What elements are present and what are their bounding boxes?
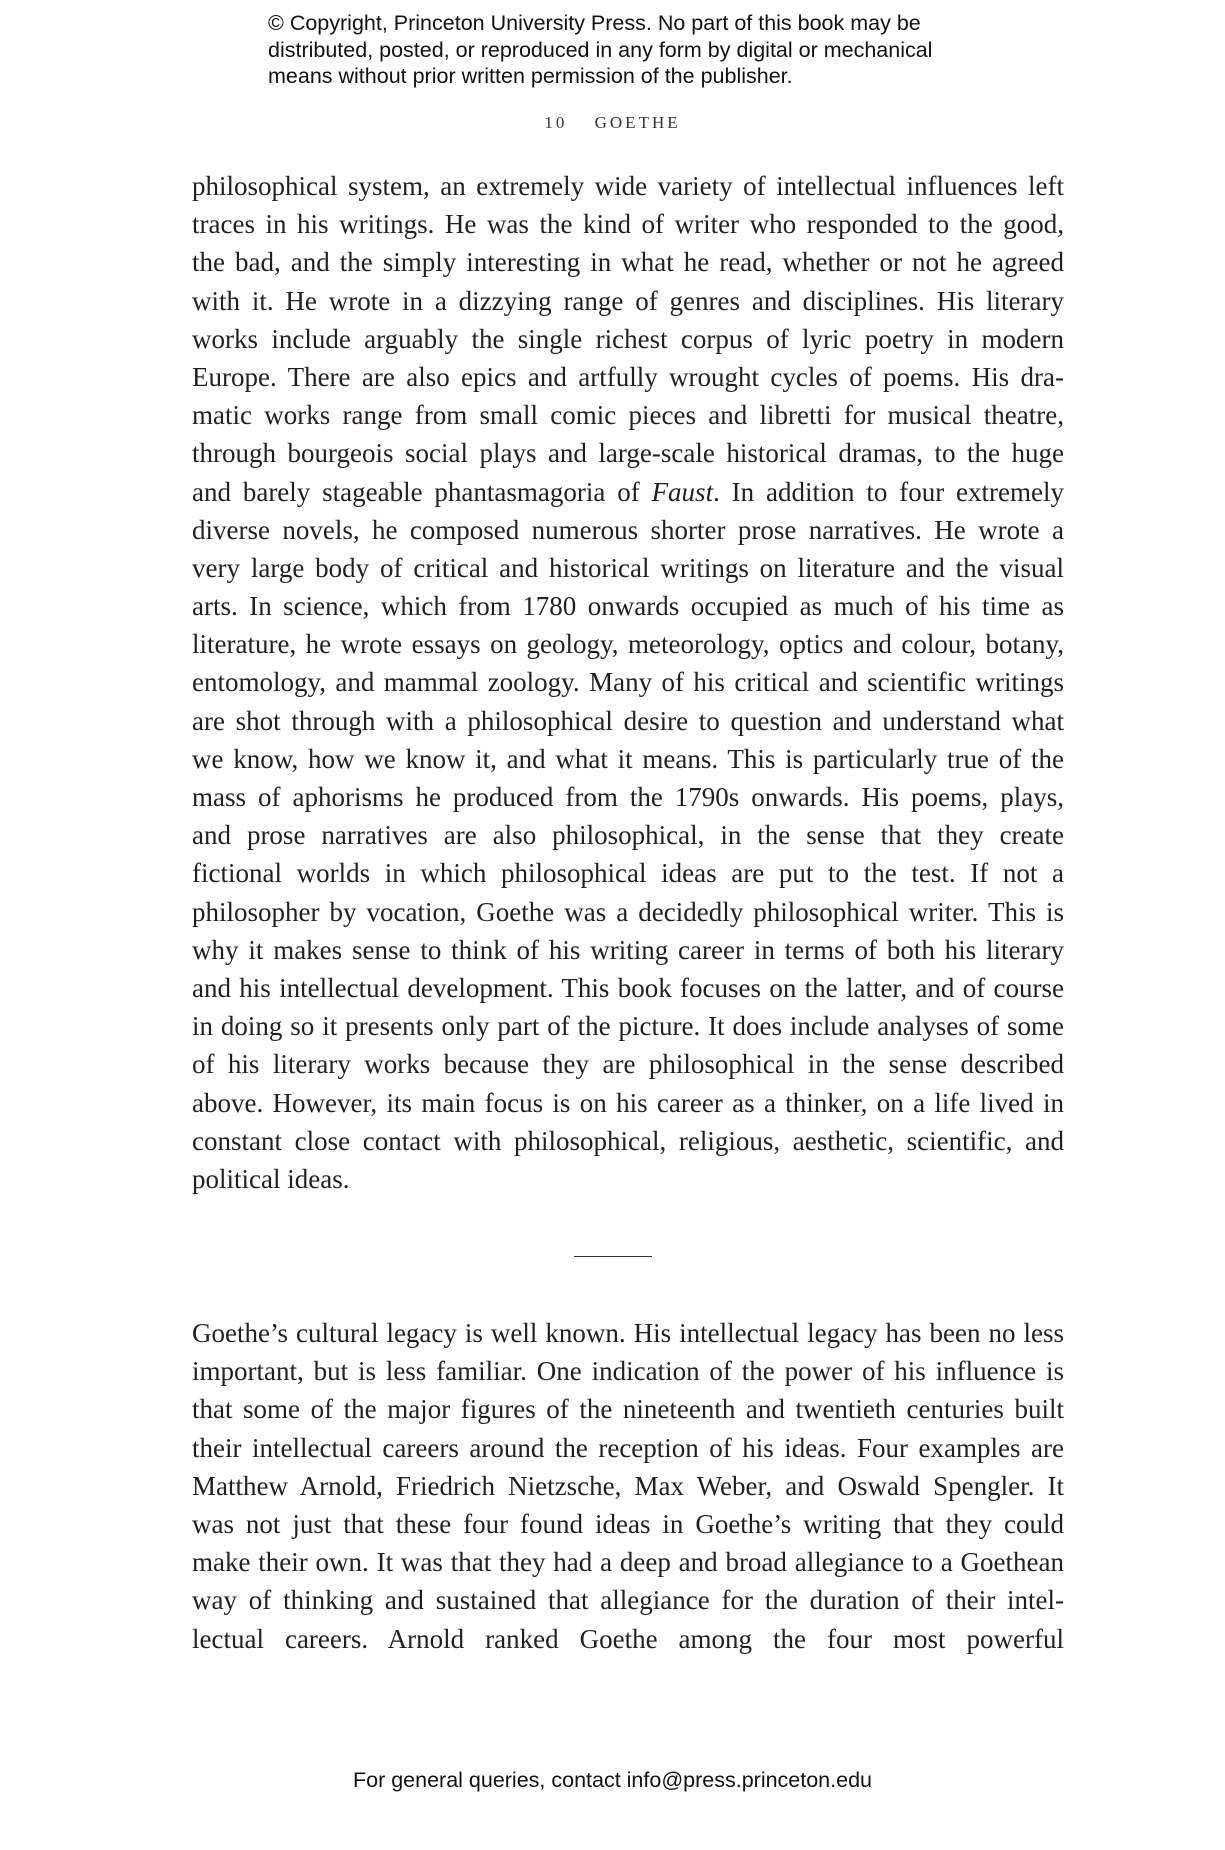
text-line — [192, 473, 1064, 511]
text-line: political ideas. — [192, 1163, 350, 1194]
text-line: we know, how we know it, and what it means. This is particularly true of the — [192, 743, 1064, 774]
text-line: traces in his writings. He was the kind of writer who responded to the good, — [192, 209, 1064, 240]
text-line: very large body of critical and historical writings on literature and the visual — [192, 552, 1064, 583]
text-line: above. However, its main focus is on his career as a thinker, on a life lived in — [192, 1087, 1064, 1118]
section-divider — [574, 1256, 652, 1257]
page-number: 10 — [544, 113, 568, 132]
text-line: through bourgeois social plays and large-scale historical dramas, to the huge — [192, 438, 1064, 469]
text-line: the bad, and the simply interesting in what he read, whether or not he agreed — [192, 247, 1064, 278]
footer-contact: For general queries, contact info@press.princeton.edu — [352, 1768, 872, 1792]
text-line: and prose narratives are also philosophical, in the sense that they create — [192, 820, 1064, 851]
text-line: arts. In science, which from 1780 onwards occupied as much of his time as — [192, 591, 1064, 622]
text-line: mass of aphorisms he produced from the 1790s onwards. His poems, plays, — [192, 782, 1064, 812]
text-line: of his literary works because they are philosophical in the sense described — [192, 1049, 1064, 1080]
text-line: matic works range from small comic pieces and libretti for musical theatre, — [192, 400, 1064, 431]
text-line: Matthew Arnold, Friedrich Nietzsche, Max Weber, and Oswald Spengler. It — [192, 1470, 1064, 1501]
text-line: important, but is less familiar. One indication of the power of his influence is — [192, 1356, 1064, 1387]
notice-line: distributed, posted, or reproduced in any form by digital or mechanical — [268, 37, 933, 62]
text-line: with it. He wrote in a dizzying range of genres and disciplines. His literary — [192, 285, 1064, 316]
text-line: that some of the major figures of the nineteenth and twentieth centuries built — [192, 1394, 1064, 1425]
copyright-notice — [268, 10, 932, 90]
text-line: literature, he wrote essays on geology, meteorology, optics and colour, botany, — [192, 629, 1064, 660]
text-line: are shot through with a philosophical desire to question and understand what — [192, 705, 1064, 736]
text-line: in doing so it presents only part of the picture. It does include analyses of some — [192, 1011, 1064, 1042]
text-line: Goethe’s cultural legacy is well known. His intellectual legacy has been no less — [192, 1318, 1064, 1348]
text-line: way of thinking and sustained that allegiance for the duration of their intel- — [192, 1585, 1064, 1616]
text-line: why it makes sense to think of his writing career in terms of both his literary — [192, 934, 1064, 965]
text-line: and his intellectual development. This book focuses on the latter, and of course — [192, 972, 1064, 1003]
text-line: works include arguably the single richest corpus of lyric poetry in modern — [192, 323, 1064, 354]
text-line: diverse novels, he composed numerous shorter prose narratives. He wrote a — [192, 514, 1064, 545]
notice-line: © Copyright, Princeton University Press. No part of this book may be — [268, 11, 921, 35]
text-line: their intellectual careers around the reception of his ideas. Four examples are — [192, 1432, 1064, 1463]
running-title: GOETHE — [594, 113, 681, 132]
italic-title: Faust — [651, 476, 714, 507]
text-segment: and barely stageable phantasmagoria of — [192, 476, 652, 507]
notice-line: means without prior written permission of the publisher. — [268, 64, 793, 88]
text-line: lectual careers. Arnold ranked Goethe among the four most powerful — [192, 1623, 1064, 1654]
text-line: constant close contact with philosophical, religious, aesthetic, scientific, and — [192, 1125, 1064, 1156]
text-line: philosophical system, an extremely wide variety of intellectual influences left — [192, 171, 1064, 201]
text-line: was not just that these four found ideas in Goethe’s writing that they could — [192, 1508, 1064, 1539]
text-line: entomology, and mammal zoology. Many of his critical and scientific writings — [192, 667, 1064, 698]
body-paragraph-1 — [192, 167, 1064, 1198]
text-line: fictional worlds in which philosophical ideas are put to the test. If not a — [192, 858, 1064, 889]
text-segment: . In addition to four extremely — [713, 476, 1064, 507]
text-line: make their own. It was that they had a deep and broad allegiance to a Goethean — [192, 1547, 1064, 1578]
text-line: Europe. There are also epics and artfully wrought cycles of poems. His dra- — [192, 361, 1064, 392]
body-paragraph-2 — [192, 1314, 1064, 1658]
running-head — [0, 113, 1225, 133]
text-line: philosopher by vocation, Goethe was a decidedly philosophical writer. This is — [192, 896, 1064, 927]
